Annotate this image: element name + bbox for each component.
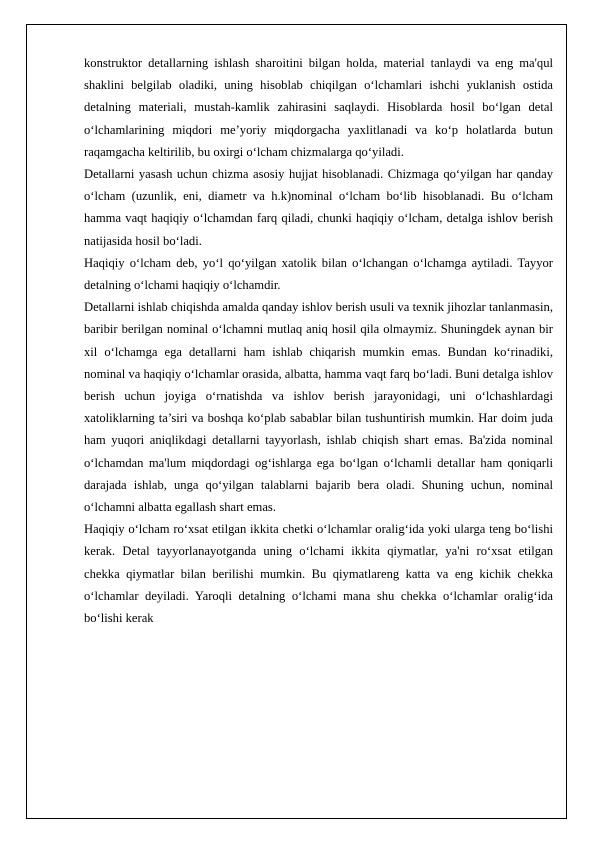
document-body [84, 52, 553, 629]
paragraph-1: konstruktor detallarning ishlash sharoitini bilgan holda, material tanlaydi va eng ma'qul shaklini belgilab oladiki, uning hisoblab chiqilgan o‘lchamlari ishchi yuklanish ostida detalning materiali, mustah-kamlik zahirasini saqlaydi. Hisoblarda hosil bo‘lgan detal o‘lchamlarining miqdori me’yoriy miqdorgacha yaxlitlanadi va ko‘p holatlarda butun raqamgacha keltirilib, bu oxirgi o‘lcham chizmalarga qo‘yiladi. [84, 56, 553, 159]
paragraph-5: Haqiqiy o‘lcham ro‘xsat etilgan ikkita chetki o‘lchamlar oralig‘ida yoki ularga teng bo‘lishi kerak. Detal tayyorlanayotganda uning o‘lchami ikkita qiymatlar, ya'ni ro‘xsat etilgan chekka qiymatlar bilan berilishi mumkin. Bu qiymatlareng katta va eng kichik chekka o‘lchamlar deyiladi. Yaroqli detalning o‘lchami mana shu chekka o‘lchamlar oralig‘ida bo‘lishi kerak [84, 522, 553, 626]
paragraph-4: Detallarni ishlab chiqishda amalda qanday ishlov berish usuli va texnik jihozlar tanlanmasin, baribir berilgan nominal o‘lchamni mutlaq aniq hosil qila olmaymiz. Shuningdek aynan bir xil o‘lchamga ega detallarni ham ishlab chiqarish mumkin emas. Bundan ko‘rinadiki, nominal va haqiqiy o‘lchamlar orasida, albatta, hamma vaqt farq bo‘ladi. Buni detalga ishlov berish uchun joyiga o‘rnatishda va ishlov berish jarayonidagi, uni o‘lchashlardagi xatoliklarning ta’siri va boshqa ko‘plab sabablar bilan tushuntirish mumkin. Har doim juda ham yuqori aniqlikdagi detallarni tayyorlash, ishlab chiqish shart emas. Ba'zida nominal o‘lchamdan ma'lum miqdordagi og‘ishlarga ega bo‘lgan o‘lchamli detallar ham qoniqarli darajada ishlab, unga qo‘yilgan talablarni bajarib bera oladi. Shuning uchun, nominal o‘lchamni albatta egallash shart emas. [84, 300, 553, 515]
paragraph-3: Haqiqiy o‘lcham deb, yo‘l qo‘yilgan xatolik bilan o‘lchangan o‘lchamga aytiladi. Tayyor detalning o‘lchami haqiqiy o‘lchamdir. [84, 255, 553, 293]
paragraph-2: Detallarni yasash uchun chizma asosiy hujjat hisoblanadi. Chizmaga qo‘yilgan har qanday o‘lcham (uzunlik, eni, diametr va h.k)nominal o‘lcham bo‘lib hisoblanadi. Bu o‘lcham hamma vaqt haqiqiy o‘lchamdan farq qiladi, chunki haqiqiy o‘lcham, detalga ishlov berish natijasida hosil bo‘ladi. [84, 167, 553, 248]
